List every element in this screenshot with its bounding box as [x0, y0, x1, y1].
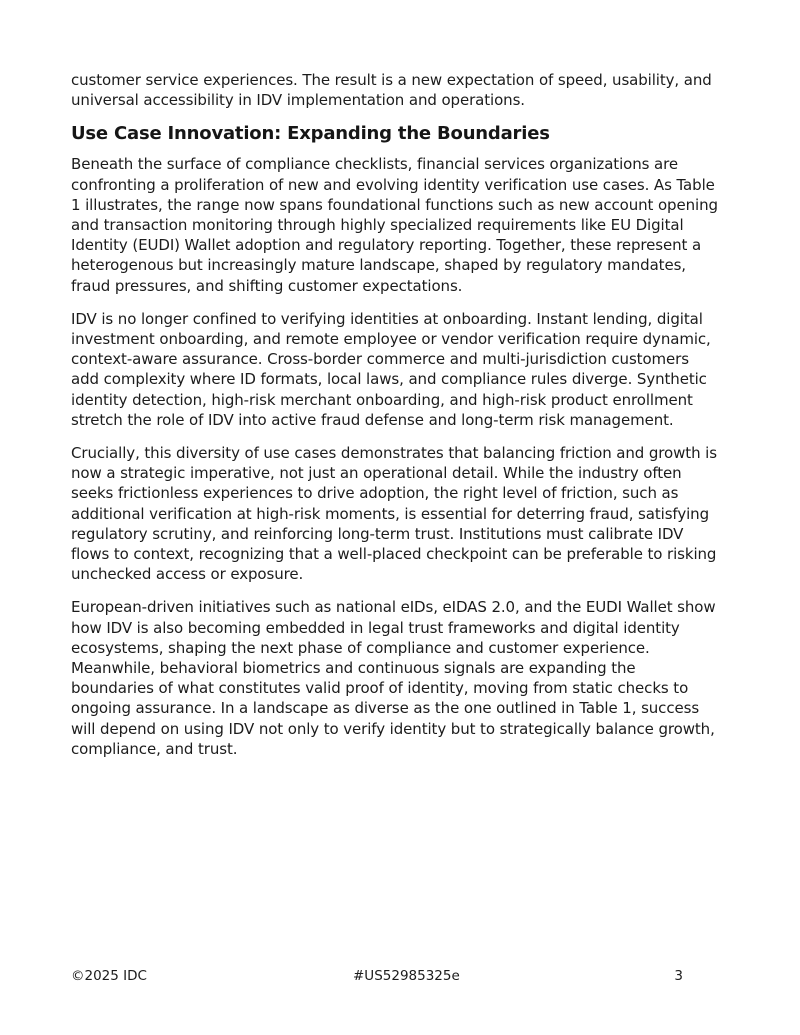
intro-paragraph: customer service experiences. The result is a new expectation of speed, usability, and universal accessibility in IDV implementation and operations.: [71, 71, 712, 110]
body-paragraph-4: European-driven initiatives such as national eIDs, eIDAS 2.0, and the EUDI Wallet show how IDV is also becoming embedded in legal trust frameworks and digital identity ecosystems, shaping the next phase of compliance and customer experience. Meanwhile, behavioral biometrics and continuous signals are expanding the boundaries of what constitutes valid proof of identity, moving from static checks to ongoing assurance. In a landscape as diverse as the one outlined in Table 1, success will depend on using IDV not only to verify identity but to strategically balance growth, compliance, and trust.: [71, 598, 716, 758]
body-paragraph-1: Beneath the surface of compliance checklists, financial services organizations are confronting a proliferation of new and evolving identity verification use cases. As Table 1 illustrates, the range now spans foundational functions such as new account opening and transaction monitoring through highly specialized requirements like EU Digital Identity (EUDI) Wallet adoption and regulatory reporting. Together, these represent a heterogenous but increasingly mature landscape, shaped by regulatory mandates, fraud pressures, and shifting customer expectations.: [71, 155, 718, 295]
page-footer: [71, 966, 683, 986]
footer-copyright: ©2025 IDC: [71, 968, 147, 984]
footer-page-number: 3: [674, 968, 683, 984]
footer-document-id: #US52985325e: [353, 968, 460, 984]
section-heading: Use Case Innovation: Expanding the Boundaries: [71, 123, 550, 145]
body-paragraph-3: Crucially, this diversity of use cases demonstrates that balancing friction and growth is now a strategic imperative, not just an operational detail. While the industry often seeks frictionless experiences to drive adoption, the right level of friction, such as additional verification at high-risk moments, is essential for deterring fraud, satisfying regulatory scrutiny, and reinforcing long-term trust. Institutions must calibrate IDV flows to context, recognizing that a well-placed checkpoint can be preferable to risking unchecked access or exposure.: [71, 444, 717, 584]
body-paragraph-2: IDV is no longer confined to verifying identities at onboarding. Instant lending, digital investment onboarding, and remote employee or vendor verification require dynamic, context-aware assurance. Cross-border commerce and multi-jurisdiction customers add complexity where ID formats, local laws, and compliance rules diverge. Synthetic identity detection, high-risk merchant onboarding, and high-risk product enrollment stretch the role of IDV into active fraud defense and long-term risk management.: [71, 309, 711, 429]
page-content: [71, 70, 719, 772]
